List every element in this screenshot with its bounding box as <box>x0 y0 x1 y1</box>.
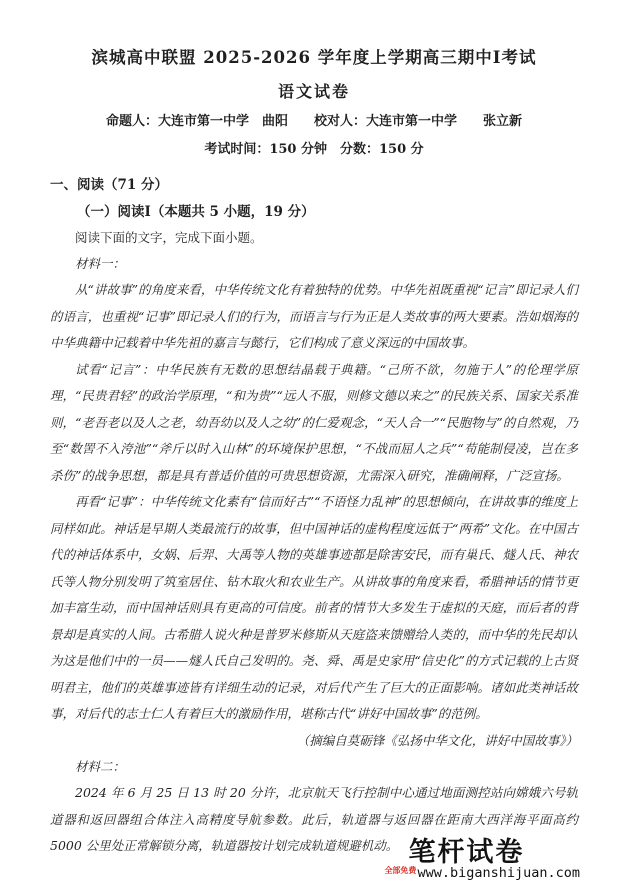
exam-setter-line: 命题人：大连市第一中学 曲阳 校对人：大连市第一中学 张立新 <box>105 114 522 129</box>
exam-subtitle: 语文试卷 <box>277 82 350 101</box>
watermark-free-tagline: 全部免费 <box>384 866 417 875</box>
watermark-url-line <box>384 865 580 881</box>
material-paragraph: 从“讲故事”的角度来看，中华传统文化有着独特的优势。中华先祖既重视“记言”即记录人们的语言，也重视“记事”即记录人们的行为，而语言与行为正是人类故事的两大要素。浩如烟海的中华典籍中记载着中华先祖的嘉言与懿行，它们构成了意义深远的中国故事。 <box>50 282 578 350</box>
reading-instruction: 阅读下面的文字，完成下面小题。 <box>75 230 263 245</box>
section-heading-reading: 一、阅读（71 分） <box>50 177 168 193</box>
watermark-url: www.biganshijuan.com <box>417 865 580 881</box>
watermark <box>384 837 580 881</box>
exam-time-score-line: 考试时间：150 分钟 分数：150 分 <box>204 142 424 157</box>
material-paragraph: 2024 年 6 月 25 日 13 时 20 分许，北京航天飞行控制中心通过地面测控站向嫦娥六号轨道器和返回器组合体注入高精度导航参数。此后，轨道器与返回器在距南大西洋海平面高约 5000 公里处正常解锁分离，轨道器按计划完成轨道规避机动。 <box>50 785 578 853</box>
exam-title: 滨城高中联盟 2025-2026 学年度上学期高三期中Ⅰ考试 <box>91 48 537 67</box>
watermark-brand: 笔杆试卷 <box>408 837 525 867</box>
material2-label: 材料二： <box>75 759 126 774</box>
material-paragraph: 试看“记言”：中华民族有无数的思想结晶载于典籍。“己所不欲，勿施于人”的伦理学原理，“民贵君轻”的政治学原理，“和为贵”“远人不服，则修文德以来之”的民族关系、国家关系准则，“老吾老以及人之老，幼吾幼以及人之幼”的仁爱观念，“天人合一”“民胞物与”的自然观，乃至“数罟不入洿池”“斧斤以时入山林”的环境保护思想，“不战而屈人之兵”“苟能制侵凌，岂在多杀伤”的战争思想，都是具有普适价值的可贵思想资源，尤需深入研究，准确阐释，广泛宣扬。 <box>50 361 578 483</box>
material1-attribution: （摘编自莫砺锋《弘扬中华文化，讲好中国故事》） <box>296 732 578 748</box>
material-paragraph: 再看“记事”：中华传统文化素有“信而好古”“不语怪力乱神”的思想倾向，在讲故事的维度上同样如此。神话是早期人类最流行的故事，但中国神话的虚构程度远低于“两希”文化。在中国古代的神话体系中，女娲、后羿、大禹等人物的英雄事迹都是除害安民，而有巢氏、燧人氏、神农氏等人物分别发明了筑室居住、钻木取火和农业生产。从讲故事的角度来看，希腊神话的情节更加丰富生动，而中国神话则具有更高的可信度。前者的情节大多发生于虚拟的天庭，而后者的背景却是真实的人间。古希腊人说火种是普罗米修斯从天庭盗来馈赠给人类的，而中华的先民却认为这是他们中的一员——燧人氏自己发明的。尧、舜、禹是史家用“信史化”的方式记载的上古贤明君主，他们的英雄事迹皆有详细生动的记录，对后代产生了巨大的正面影响。诸如此类神话故事，对后代的志士仁人有着巨大的激励作用，堪称古代“讲好中国故事”的范例。 <box>50 494 578 721</box>
subsection-heading-reading-1: （一）阅读Ⅰ（本题共 5 小题，19 分） <box>77 204 315 220</box>
material1-label: 材料一： <box>75 256 126 271</box>
